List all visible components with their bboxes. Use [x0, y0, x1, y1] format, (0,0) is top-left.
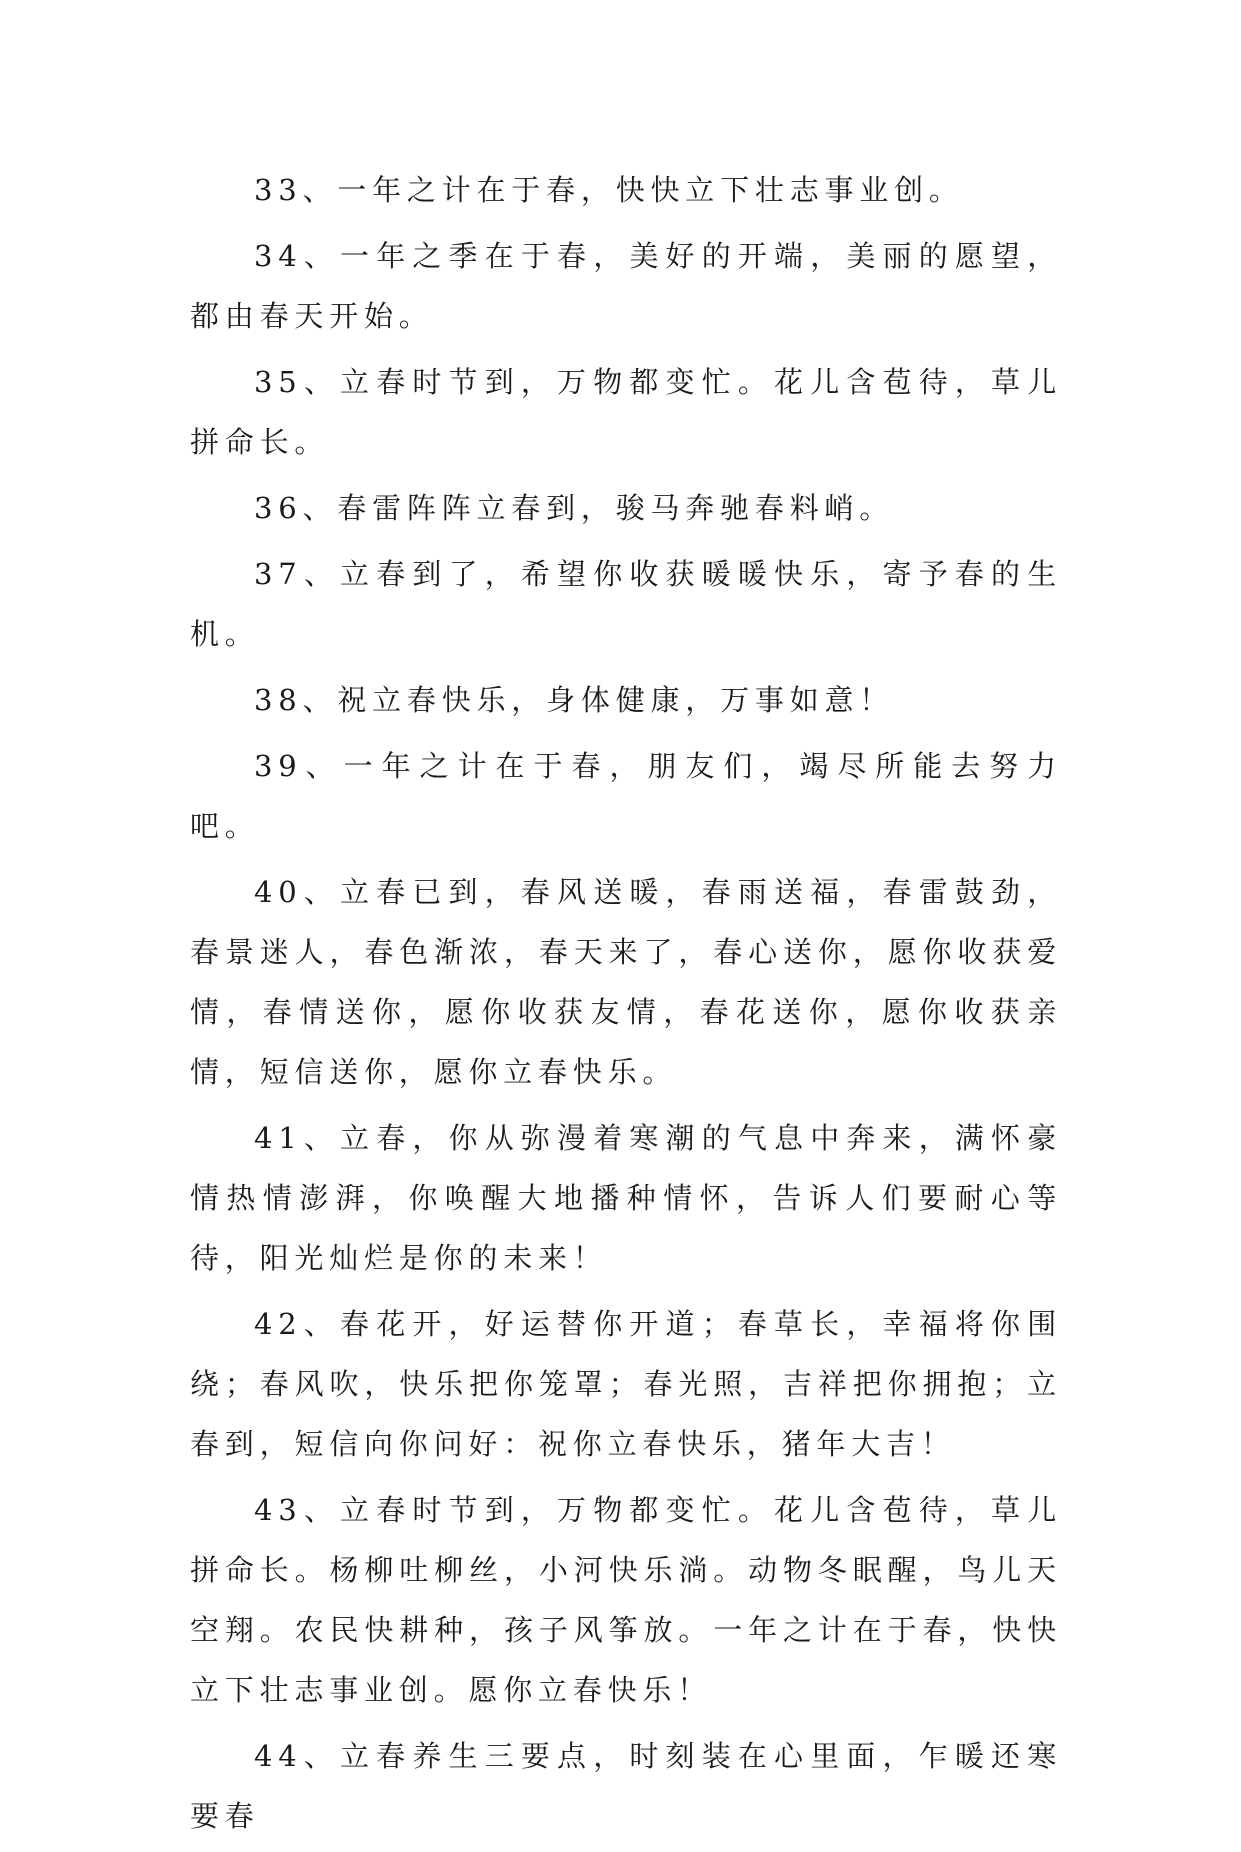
paragraph-42: 42、春花开，好运替你开道；春草长，幸福将你围绕；春风吹，快乐把你笼罩；春光照，吉祥把你拥抱；立春到，短信向你问好：祝你立春快乐，猪年大吉！	[190, 1307, 1062, 1461]
paragraph-33: 33、一年之计在于春，快快立下壮志事业创。	[254, 173, 964, 207]
paragraph-35: 35、立春时节到，万物都变忙。花儿含苞待，草儿拼命长。	[190, 365, 1062, 459]
paragraph-43: 43、立春时节到，万物都变忙。花儿含苞待，草儿拼命长。杨柳吐柳丝，小河快乐淌。动物冬眠醒，鸟儿天空翔。农民快耕种，孩子风筝放。一年之计在于春，快快立下壮志事业创。愿你立春快乐！	[190, 1493, 1062, 1707]
paragraph-44: 44、立春养生三要点，时刻装在心里面，乍暖还寒要春	[190, 1739, 1062, 1833]
paragraph-40: 40、立春已到，春风送暖，春雨送福，春雷鼓劲，春景迷人，春色渐浓，春天来了，春心送你，愿你收获爱情，春情送你，愿你收获友情，春花送你，愿你收获亲情，短信送你，愿你立春快乐。	[190, 875, 1062, 1089]
paragraph-34: 34、一年之季在于春，美好的开端，美丽的愿望，都由春天开始。	[190, 239, 1062, 333]
document-body	[190, 160, 1062, 1852]
paragraph-37: 37、立春到了，希望你收获暖暖快乐，寄予春的生机。	[190, 557, 1062, 651]
paragraph-41: 41、立春，你从弥漫着寒潮的气息中奔来，满怀豪情热情澎湃，你唤醒大地播种情怀，告诉人们要耐心等待，阳光灿烂是你的未来！	[190, 1121, 1062, 1275]
paragraph-39: 39、一年之计在于春，朋友们，竭尽所能去努力吧。	[190, 749, 1062, 843]
paragraph-38: 38、祝立春快乐，身体健康，万事如意！	[254, 683, 895, 717]
paragraph-36: 36、春雷阵阵立春到，骏马奔驰春料峭。	[254, 491, 895, 525]
